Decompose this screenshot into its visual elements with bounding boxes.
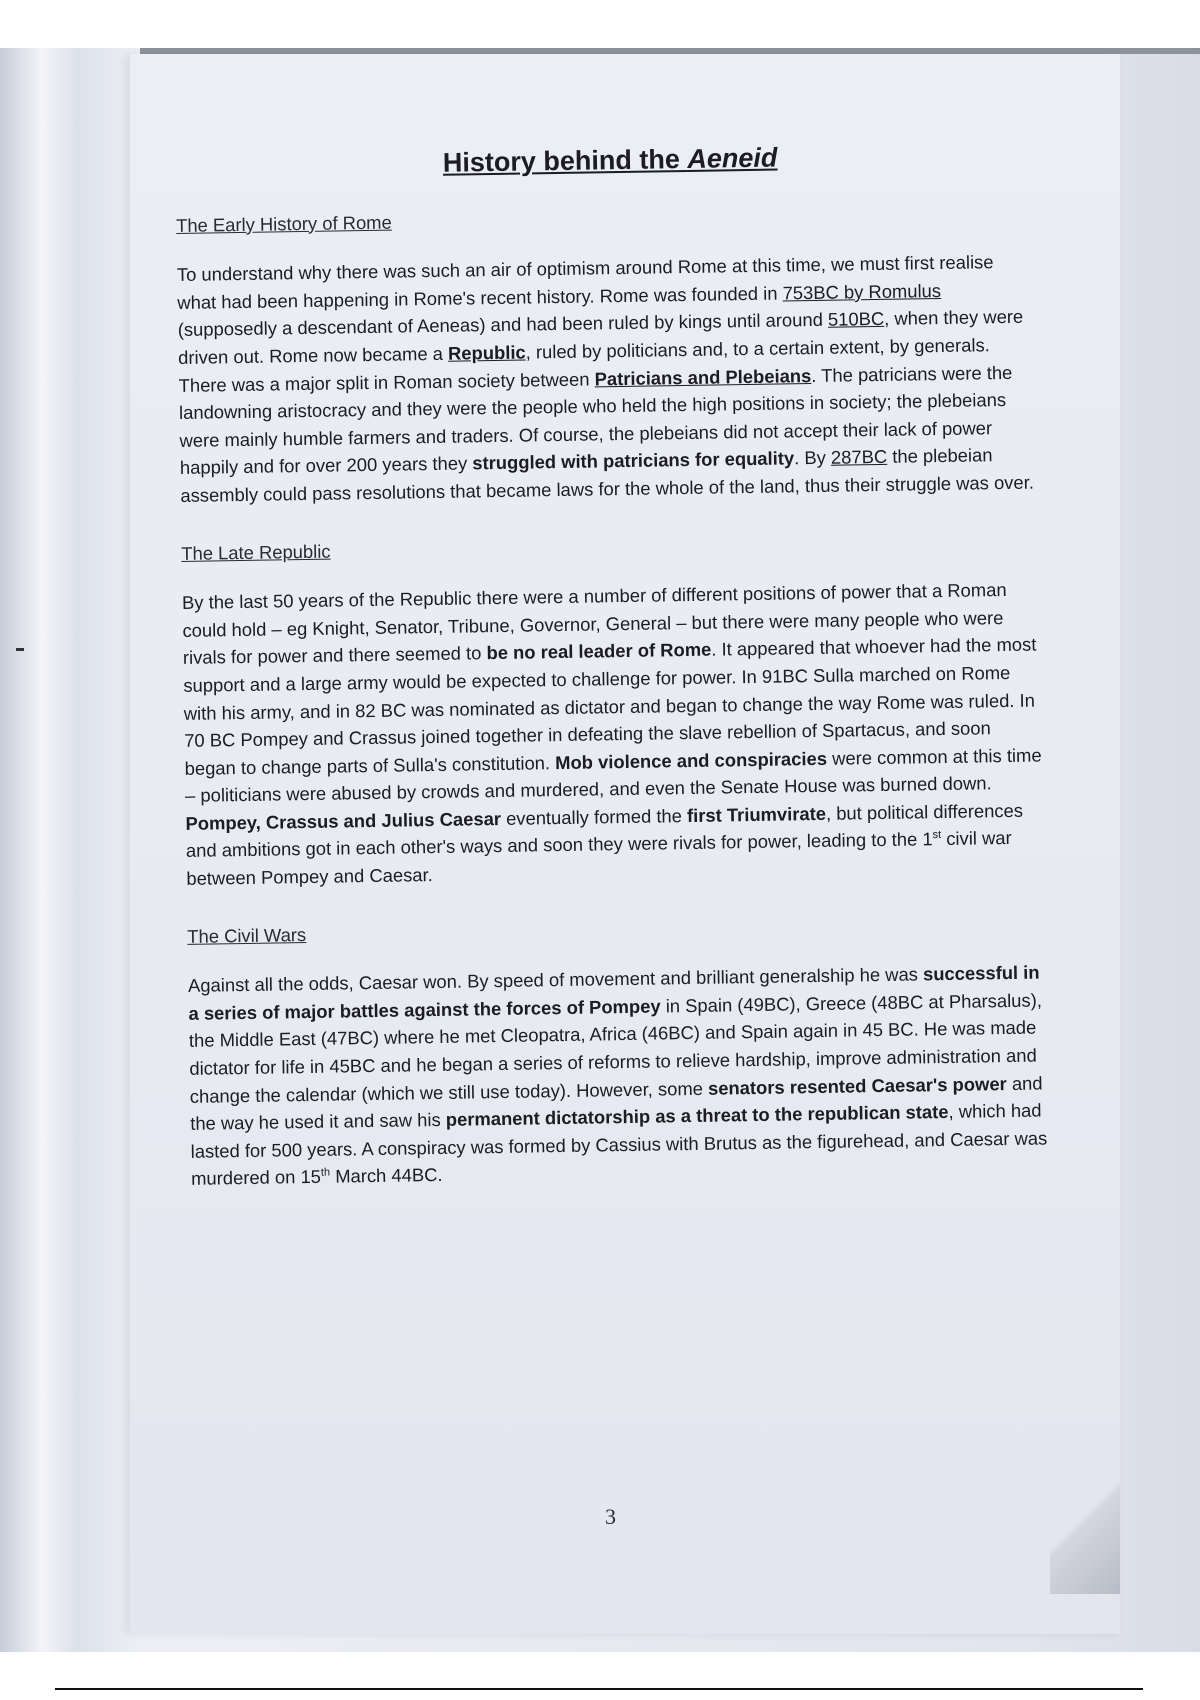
text-run: . The patricians were the landowning aristocracy and they were the people who held the high positions in society; the plebeians were mainly humble farmers and traders. Of course, the plebeians did not accept their lack of power happily and for over 200 years they <box>178 361 1013 479</box>
text-run: , ruled by politicians and, to a certain extent, by generals. There was a major split in Roman society between <box>178 334 990 396</box>
superscript: st <box>932 829 942 842</box>
page-number: 3 <box>605 1504 616 1529</box>
paragraph-civil-wars <box>188 959 1051 1193</box>
title-main: History behind the <box>442 143 688 178</box>
underlined-text: 510BC <box>827 308 885 331</box>
text-run: To understand why there was such an air of optimism around Rome at this time, we must first realise what had been happening in Rome's recent history. Rome was founded in <box>176 251 994 313</box>
text-run: March 44BC. <box>329 1164 443 1188</box>
underlined-text: 753BC by Romulus <box>782 279 942 304</box>
text-run: and the way he used it and saw his <box>190 1072 1043 1135</box>
text-run: the plebeian assembly could pass resolutions that became laws for the whole of the land, thus their struggle was over. <box>180 444 1035 506</box>
text-run: Against all the odds, Caesar won. By speed of movement and brilliant generalship he was <box>187 963 924 997</box>
bold-text: permanent dictatorship as a threat to the republican state <box>445 1101 949 1131</box>
text-run: , but political differences and ambitions got in each other's ways and soon they were rivals for power, leading to the 1 <box>185 799 1024 862</box>
title-italic: Aeneid <box>687 142 778 174</box>
bottom-rule <box>55 1688 1143 1690</box>
text-run: civil war between Pompey and Caesar. <box>186 827 1012 889</box>
bold-text: senators resented Caesar's power <box>707 1072 1007 1099</box>
underlined-text: 287BC <box>830 446 888 469</box>
text-run: . It appeared that whoever had the most support and a large army would be expected to challenge for power. In 91BC Sulla marched on Rome with his army, and in 82 BC was nominated as dictator and began to change the way Rome was ruled. In 70 BC Pompey and Crassus joined together in defeating the slave rebellion of Spartacus, and soon began to change parts of Sulla's constitution. <box>183 633 1037 779</box>
binding-shadow <box>0 48 140 1652</box>
paper-page <box>130 54 1120 1634</box>
bold-underlined-text: Patricians and Plebeians <box>594 364 812 389</box>
paragraph-early-history <box>177 248 1041 510</box>
text-run: in Spain (49BC), Greece (48BC at Pharsalus), the Middle East (47BC) where he met Cleopatra, Africa (46BC) and Spain again in 45 BC. He was made dictator for life in 45BC and he began a series of reforms to relieve hardship, improve administration and change the calendar (which we still use today). However, some <box>188 989 1043 1107</box>
text-run: , when they were driven out. Rome now became a <box>178 306 1024 368</box>
heading-early-history: The Early History of Rome <box>175 211 392 236</box>
bold-text: Pompey, Crassus and Julius Caesar <box>185 807 502 834</box>
bold-text: struggled with patricians for equality <box>472 447 795 474</box>
heading-late-republic: The Late Republic <box>181 540 331 564</box>
text-run: were common at this time – politicians were abused by crowds and murdered, and even the Senate House was burned down. <box>184 744 1042 807</box>
bold-text: successful in a series of major battles against the forces of Pompey <box>188 961 1040 1024</box>
page-text <box>175 140 1052 1222</box>
text-run: (supposedly a descendant of Aeneas) and had been ruled by kings until around <box>177 309 829 341</box>
bold-underlined-text: Republic <box>447 341 526 364</box>
document-photo <box>0 48 1200 1652</box>
text-run: , which had lasted for 500 years. A conspiracy was formed by Cassius with Brutus as the figurehead, and Caesar was murdered on 15 <box>190 1099 1048 1190</box>
margin-mark <box>16 648 24 651</box>
folded-corner <box>1050 1454 1120 1594</box>
heading-civil-wars: The Civil Wars <box>187 923 307 947</box>
bold-text: be no real leader of Rome <box>486 638 712 664</box>
superscript: th <box>320 1166 331 1180</box>
text-run: eventually formed the <box>500 804 688 829</box>
text-run: . By <box>793 447 832 469</box>
text-run: By the last 50 years of the Republic there were a number of different positions of power that a Roman could hold – eg Knight, Senator, Tribune, Governor, General – but there were many people who were rivals for power and there seemed to <box>181 579 1007 669</box>
page-title <box>175 140 1035 181</box>
bold-text: Mob violence and conspiracies <box>554 747 828 773</box>
paragraph-late-republic <box>182 576 1047 893</box>
bold-text: first Triumvirate <box>686 802 827 826</box>
